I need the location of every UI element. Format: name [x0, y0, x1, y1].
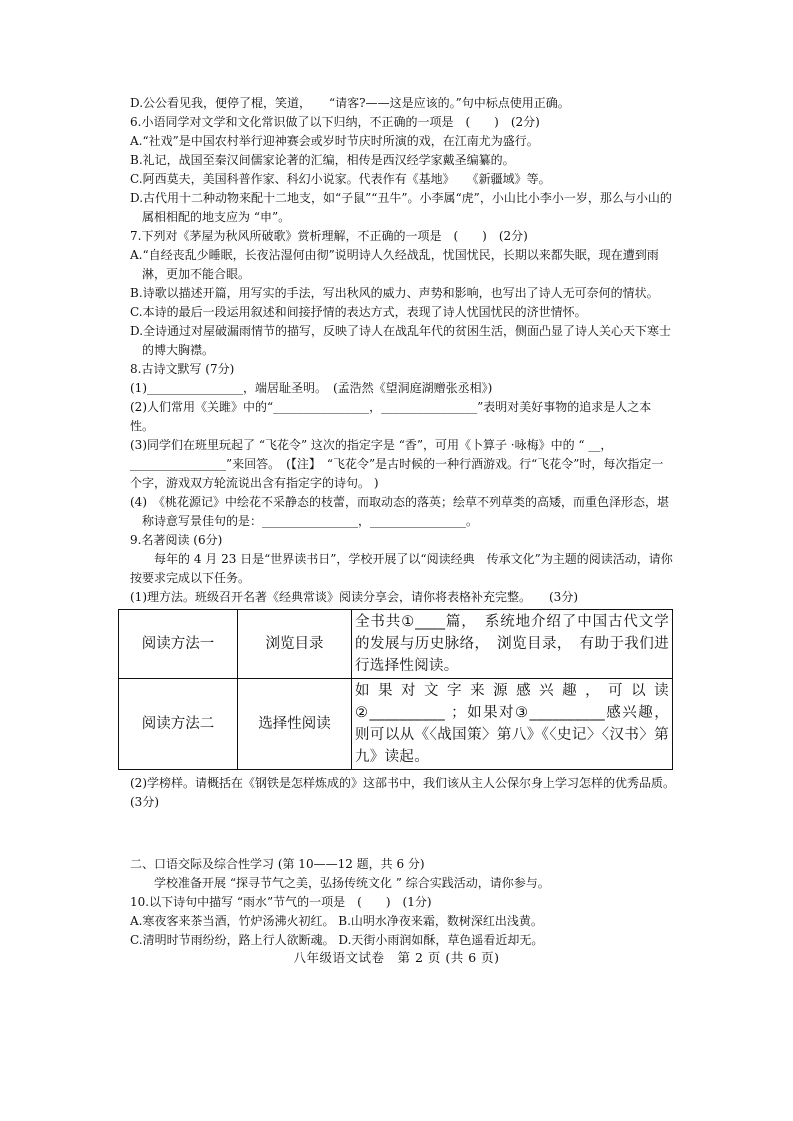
table-cell-name: 选择性阅读: [238, 679, 352, 770]
page-footer: 八年级语文试卷 第 2 页 (共 6 页): [293, 950, 500, 965]
table-cell-method: 阅读方法二: [119, 679, 238, 770]
q7-option-d: D.全诗通过对屋破漏雨情节的描写，反映了诗人在战乱年代的贫困生活，侧面凸显了诗人关心天下寒士的博大胸襟。: [130, 324, 672, 357]
q7-option-a: A.“自经丧乱少睡眠，长夜沾湿何由彻”说明诗人久经战乱，忧国忧民，长期以来都失眠，现在遭到雨淋，更加不能合眼。: [130, 248, 659, 281]
q7-stem: 7.下列对《茅屋为秋风所破歌》赏析理解，不正确的一项是 ( ) (2分): [130, 229, 528, 243]
q8-item-1: (1)________________，端居耻圣明。 (孟浩然《望洞庭湖赠张丞相》): [130, 381, 493, 395]
q8-item-4: (4) 《桃花源记》中绘花不采静态的枝蕾，而取动态的落英；绘草不列草类的高矮，而重色泽形态，堪称诗意写景佳句的是：________________，________________。: [130, 495, 670, 528]
table-row: [119, 610, 673, 679]
section-2-intro: 学校准备开展 “探寻节气之美，弘扬传统文化 ” 综合实践活动，请你参与。: [154, 876, 550, 890]
exam-page: [130, 94, 682, 950]
q8-stem: 8.古诗文默写 (7分): [130, 362, 235, 376]
q8-item-2: (2)人们常用《关雎》中的“________________，________________”表明对美好事物的追求是人之本性。: [130, 400, 652, 433]
q6-option-d: D.古代用十二种动物来配十二地支，如“子鼠”“丑牛”。小李属“虎”，小山比小李小一岁，那么与小山的属相相配的地支应为 “申”。: [130, 191, 672, 224]
q9-intro: 每年的 4 月 23 日是“世界读书日”，学校开展了以“阅读经典 传承文化”为主题的阅读活动，请你按要求完成以下任务。: [130, 552, 673, 585]
q5-option-d: D.公公看见我，便停了棍，笑道， “请客?——这是应该的。”句中标点使用正确。: [130, 96, 570, 110]
q10-stem: 10.以下诗句中描写 “雨水”节气的一项是 ( ) (1分): [130, 895, 432, 909]
q9-task-2: (2)学榜样。请概括在《钢铁是怎样炼成的》这部书中，我们该从主人公保尔身上学习怎样的优秀品质。 (3分): [130, 776, 682, 809]
q7-option-b: B.诗歌以描述开篇，用写实的手法，写出秋风的威力、声势和影响，也写出了诗人无可奈何的情状。: [130, 286, 659, 300]
q6-option-b: B.礼记，战国至秦汉间儒家论著的汇编，相传是西汉经学家戴圣编纂的。: [130, 153, 515, 167]
q9-stem: 9.名著阅读 (6分): [130, 533, 223, 547]
q6-stem: 6.小语同学对文学和文化常识做了以下归纳，不正确的一项是 ( ) (2分): [130, 115, 540, 129]
q7-option-c: C.本诗的最后一段运用叙述和间接抒情的表达方式，表现了诗人忧国忧民的济世情怀。: [130, 305, 587, 319]
table-cell-desc: 全书共①____篇， 系统地介绍了中国古代文学的发展与历史脉络， 浏览目录， 有助于我们进行选择性阅读。: [352, 610, 673, 679]
q10-options-cd: C.清明时节雨纷纷，路上行人欲断魂。 D.天街小雨润如酥，草色遥看近却无。: [130, 933, 544, 947]
table-row: [119, 679, 673, 770]
q6-option-a: A.“社戏”是中国农村举行迎神赛会或岁时节庆时所演的戏，在江南尤为盛行。: [130, 134, 539, 148]
reading-method-table: [118, 609, 673, 770]
table-cell-method: 阅读方法一: [119, 610, 238, 679]
q10-options-ab: A.寒夜客来茶当酒，竹炉汤沸火初红。 B.山明水净夜来霜，数树深红出浅黄。: [130, 914, 543, 928]
table-cell-name: 浏览目录: [238, 610, 352, 679]
q9-task-1: (1)理方法。班级召开名著《经典常谈》阅读分享会，请你将表格补充完整。 (3分): [130, 590, 578, 604]
section-gap: [130, 812, 675, 855]
q6-option-c: C.阿西莫夫，美国科普作家、科幻小说家。代表作有《基地》 《新疆域》等。: [130, 172, 551, 186]
q8-item-3: (3)同学们在班里玩起了 “飞花令” 这次的指定字是 “香”，可用《卜算子 ·咏梅》中的 “ __，________________”来回答。 (【注】 “飞花令”是古时候的一种行酒游戏。行“飞花令”时，每次指定一个字，游戏双方轮流说出含有指定字的诗句。 ): [130, 438, 664, 490]
table-cell-desc: 如 果 对 文 字 来 源 感 兴 趣 ， 可 以 读②__________ ；如果对③__________感兴趣，则可以从《〈战国策〉第八》《〈史记〉〈汉书〉第九》读起。: [352, 679, 673, 770]
section-2-heading: 二、口语交际及综合性学习 (第 10——12 题，共 6 分): [130, 857, 425, 871]
